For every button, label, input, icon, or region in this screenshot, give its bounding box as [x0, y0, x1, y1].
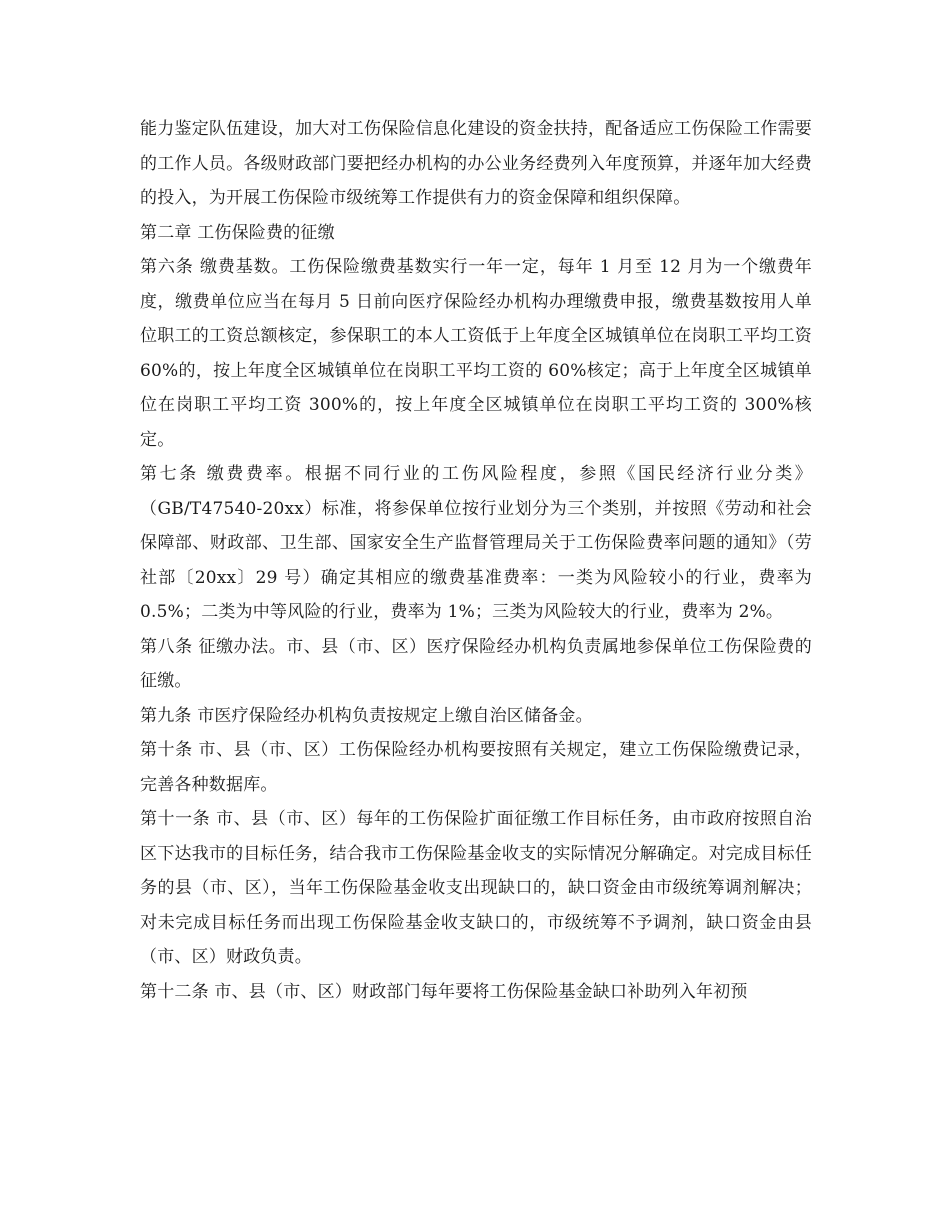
article-11: 第十一条 市、县（市、区）每年的工伤保险扩面征缴工作目标任务，由市政府按照自治区下达我市的目标任务，结合我市工伤保险基金收支的实际情况分解确定。对完成目标任务的县（市、区），当年工伤保险基金收支出现缺口的，缺口资金由市级统筹调剂解决；对未完成目标任务而出现工伤保险基金收支缺口的，市级统筹不予调剂，缺口资金由县（市、区）财政负责。: [140, 809, 812, 967]
article-10: 第十条 市、县（市、区）工伤保险经办机构要按照有关规定，建立工伤保险缴费记录，完善各种数据库。: [140, 740, 812, 795]
article-8: 第八条 征缴办法。市、县（市、区）医疗保险经办机构负责属地参保单位工伤保险费的征缴。: [140, 636, 812, 691]
article-9: 第九条 市医疗保险经办机构负责按规定上缴自治区储备金。: [140, 705, 593, 726]
article-7: 第七条 缴费费率。根据不同行业的工伤风险程度，参照《国民经济行业分类》（GB/T47540-20xx）标准，将参保单位按行业划分为三个类别，并按照《劳动和社会保障部、财政部、卫生部、国家安全生产监督管理局关于工伤保险费率问题的通知》（劳社部〔20xx〕29 号）确定其相应的缴费基准费率：一类为风险较小的行业，费率为 0.5%；二类为中等风险的行业，费率为 1%；三类为风险较大的行业，费率为 2%。: [140, 464, 812, 622]
chapter-heading: 第二章 工伤保险费的征缴: [140, 222, 335, 243]
article-6: 第六条 缴费基数。工伤保险缴费基数实行一年一定，每年 1 月至 12 月为一个缴费年度，缴费单位应当在每月 5 日前向医疗保险经办机构办理缴费申报，缴费基数按用人单位职工的工资总额核定，参保职工的本人工资低于上年度全区城镇单位在岗职工平均工资 60%的，按上年度全区城镇单位在岗职工平均工资的 60%核定；高于上年度全区城镇单位在岗职工平均工资 300%的，按上年度全区城镇单位在岗职工平均工资的 300%核定。: [140, 257, 812, 450]
article-12: 第十二条 市、县（市、区）财政部门每年要将工伤保险基金缺口补助列入年初预: [140, 981, 748, 1002]
paragraph-continuation: 能力鉴定队伍建设，加大对工伤保险信息化建设的资金扶持，配备适应工伤保险工作需要的工作人员。各级财政部门要把经办机构的办公业务经费列入年度预算，并逐年加大经费的投入，为开展工伤保险市级统筹工作提供有力的资金保障和组织保障。: [140, 119, 812, 208]
document-page: [140, 112, 812, 1009]
